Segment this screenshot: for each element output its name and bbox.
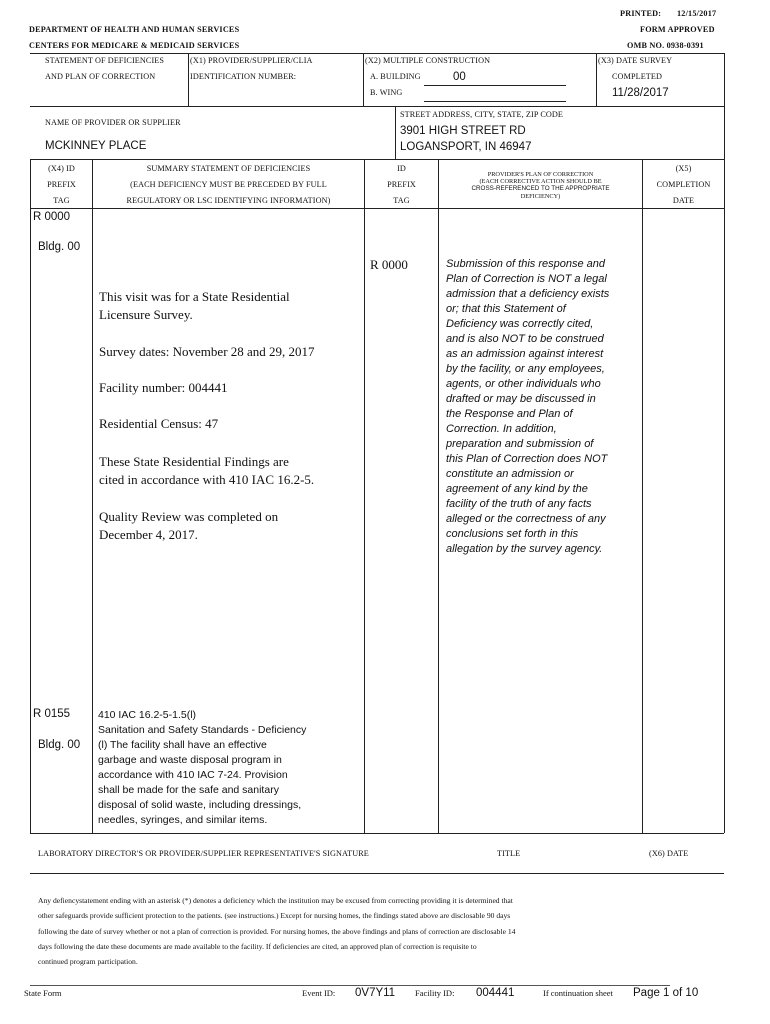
x1-label-2: IDENTIFICATION NUMBER: bbox=[190, 72, 297, 81]
printed-label: PRINTED: bbox=[620, 9, 662, 18]
disclaimer-line: following the date of survey whether or not a plan of correction is provided. For nursing homes, the above findings and plans of correction are disclosable 14 bbox=[38, 926, 516, 936]
centers-title: CENTERS FOR MEDICARE & MEDICAID SERVICES bbox=[29, 41, 240, 50]
summary-para1-line2: Licensure Survey. bbox=[99, 307, 193, 322]
summary-para5-line1: These State Residential Findings are bbox=[99, 454, 289, 469]
id-header-3: TAG bbox=[393, 196, 410, 205]
form-approved: FORM APPROVED bbox=[640, 25, 715, 34]
summary-para5-line2: cited in accordance with 410 IAC 16.2-5. bbox=[99, 472, 315, 487]
summary-para3: Facility number: 004441 bbox=[99, 380, 228, 395]
summary-para6 bbox=[99, 508, 278, 544]
x3-label-2: COMPLETED bbox=[612, 72, 663, 81]
event-id-value: 0V7Y11 bbox=[355, 987, 396, 999]
x2-label: (X2) MULTIPLE CONSTRUCTION bbox=[365, 56, 491, 65]
plan-line: the Response and Plan of bbox=[446, 408, 573, 420]
x4-header-3: TAG bbox=[53, 196, 70, 205]
address-label: STREET ADDRESS, CITY, STATE, ZIP CODE bbox=[400, 110, 564, 119]
row2-line: shall be made for the safe and sanitary bbox=[98, 784, 279, 796]
continuation-label: If continuation sheet bbox=[543, 988, 613, 998]
survey-date-value: 11/28/2017 bbox=[612, 87, 669, 99]
provider-name-label: NAME OF PROVIDER OR SUPPLIER bbox=[45, 118, 181, 127]
plan-line: agents, or other individuals who bbox=[446, 378, 601, 390]
summary-header-2: (EACH DEFICIENCY MUST BE PRECEDED BY FULL bbox=[130, 180, 327, 189]
department-title: DEPARTMENT OF HEALTH AND HUMAN SERVICES bbox=[29, 25, 240, 34]
plan-line: as an admission against interest bbox=[446, 348, 604, 360]
summary-para5 bbox=[99, 453, 314, 489]
plan-line: admission that a deficiency exists bbox=[446, 288, 610, 300]
facility-id-label: Facility ID: bbox=[415, 988, 455, 998]
plan-line: this Plan of Correction does NOT bbox=[446, 453, 608, 465]
row2-tag: R 0155 bbox=[33, 708, 71, 720]
signature-label: LABORATORY DIRECTOR'S OR PROVIDER/SUPPLIER REPRESENTATIVE'S SIGNATURE bbox=[38, 849, 369, 858]
row2-line: garbage and waste disposal program in bbox=[98, 754, 282, 766]
plan-line: and is also NOT to be construed bbox=[446, 333, 604, 345]
row1-summary bbox=[99, 288, 290, 324]
disclaimer-line: continued program participation. bbox=[38, 957, 138, 967]
summary-header-3: REGULATORY OR LSC IDENTIFYING INFORMATION) bbox=[126, 196, 331, 205]
plan-line: by the facility, or any employees, bbox=[446, 363, 605, 375]
plan-line: facility of the truth of any facts bbox=[446, 498, 592, 510]
plan-line: alleged or the correctness of any bbox=[446, 513, 606, 525]
disclaimer-line: Any defiencystatement ending with an asterisk (*) denotes a deficiency which the institution may be excused from correcting providing it is determined that bbox=[38, 896, 513, 905]
state-form-label: State Form bbox=[24, 988, 62, 998]
row2-bldg: Bldg. 00 bbox=[38, 739, 81, 751]
plan-line: Submission of this response and bbox=[446, 258, 605, 270]
plan-line: constitute an admission or bbox=[446, 468, 574, 480]
statement-label-1: STATEMENT OF DEFICIENCIES bbox=[45, 56, 165, 65]
x5-header-1: (X5) bbox=[675, 164, 692, 173]
building-label: A. BUILDING bbox=[370, 72, 421, 81]
x3-label-1: (X3) DATE SURVEY bbox=[598, 56, 673, 65]
summary-para4: Residential Census: 47 bbox=[99, 416, 219, 431]
plan-line: or; that this Statement of bbox=[446, 303, 566, 315]
address-line-1: 3901 HIGH STREET RD bbox=[400, 125, 526, 137]
plan-header bbox=[439, 171, 642, 200]
summary-para1-line1: This visit was for a State Residential bbox=[99, 289, 290, 304]
facility-id-value: 004441 bbox=[476, 987, 515, 999]
disclaimer-line: other safeguards provide sufficient protection to the patients. (see instructions.) Except for nursing homes, the findings stated above are disclosable 90 days bbox=[38, 911, 511, 921]
statement-label-2: AND PLAN OF CORRECTION bbox=[45, 72, 156, 81]
plan-line: Correction. In addition, bbox=[446, 423, 557, 435]
plan-header-2: (EACH CORRECTIVE ACTION SHOULD BE bbox=[479, 178, 602, 186]
plan-line: preparation and submission of bbox=[446, 438, 594, 450]
plan-line: agreement of any kind by the bbox=[446, 483, 588, 495]
row2-line: Sanitation and Safety Standards - Deficiency bbox=[98, 724, 307, 736]
row2-summary bbox=[98, 708, 306, 828]
plan-of-correction-text bbox=[446, 257, 640, 557]
row1-id: R 0000 bbox=[370, 257, 408, 272]
x4-header-1: (X4) ID bbox=[48, 164, 75, 173]
row2-line: needles, syringes, and similar items. bbox=[98, 814, 268, 826]
building-value: 00 bbox=[453, 71, 466, 83]
plan-line: Deficiency was correctly cited, bbox=[446, 318, 594, 330]
id-header-2: PREFIX bbox=[387, 180, 416, 189]
page-number: Page 1 of 10 bbox=[633, 987, 699, 999]
row2-line: disposal of solid waste, including dressings, bbox=[98, 799, 302, 811]
x4-header-2: PREFIX bbox=[47, 180, 76, 189]
event-id-label: Event ID: bbox=[302, 988, 336, 998]
row2-line: accordance with 410 IAC 7-24. Provision bbox=[98, 769, 288, 781]
plan-line: Plan of Correction is NOT a legal bbox=[446, 273, 607, 285]
disclaimer-line: days following the date these documents are made available to the facility. If deficiencies are cited, an approved plan of correction is requisite to bbox=[38, 941, 477, 951]
plan-header-1: PROVIDER'S PLAN OF CORRECTION bbox=[487, 171, 594, 178]
summary-header-1: SUMMARY STATEMENT OF DEFICIENCIES bbox=[146, 164, 311, 173]
address-line-2: LOGANSPORT, IN 46947 bbox=[400, 141, 532, 153]
plan-header-3: CROSS-REFERENCED TO THE APPROPRIATE bbox=[471, 185, 610, 193]
summary-para6-line2: December 4, 2017. bbox=[99, 527, 198, 542]
plan-line: drafted or may be discussed in bbox=[446, 393, 596, 405]
provider-name-value: MCKINNEY PLACE bbox=[45, 140, 147, 152]
x5-header-3: DATE bbox=[672, 196, 695, 205]
plan-header-4: DEFICIENCY) bbox=[520, 192, 561, 200]
title-label: TITLE bbox=[497, 849, 521, 858]
plan-line: allegation by the survey agency. bbox=[446, 543, 603, 555]
plan-line: conclusions set forth in this bbox=[446, 528, 579, 540]
omb-number: OMB NO. 0938-0391 bbox=[627, 41, 704, 50]
disclaimer bbox=[38, 893, 515, 969]
summary-para6-line1: Quality Review was completed on bbox=[99, 509, 279, 524]
id-header-1: ID bbox=[397, 164, 406, 173]
x6-date-label: (X6) DATE bbox=[649, 849, 689, 858]
row1-bldg: Bldg. 00 bbox=[38, 241, 81, 253]
row1-tag: R 0000 bbox=[33, 211, 71, 223]
row2-line: (l) The facility shall have an effective bbox=[98, 739, 267, 751]
wing-label: B. WING bbox=[370, 88, 403, 97]
printed-date: 12/15/2017 bbox=[677, 9, 717, 18]
x1-label-1: (X1) PROVIDER/SUPPLIER/CLIA bbox=[190, 56, 313, 65]
summary-para2: Survey dates: November 28 and 29, 2017 bbox=[99, 344, 315, 359]
row2-line: 410 IAC 16.2-5-1.5(l) bbox=[98, 709, 197, 721]
x5-header-2: COMPLETION bbox=[656, 180, 711, 189]
